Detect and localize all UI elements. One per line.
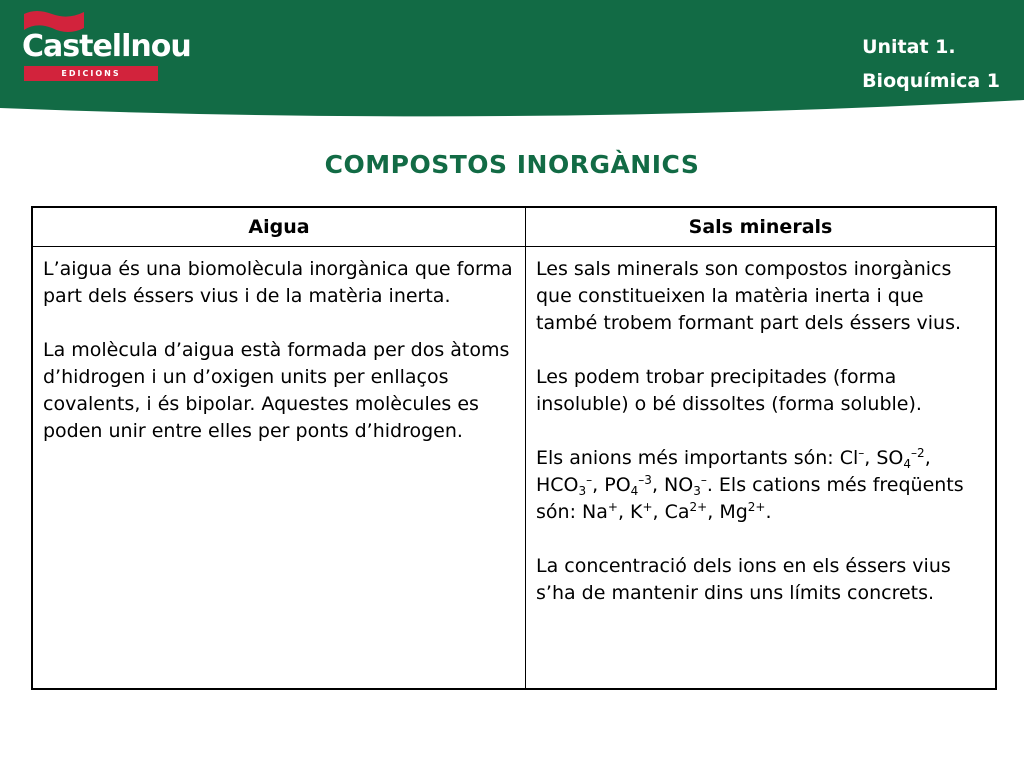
logo-wordmark: Castellnou [22,29,191,64]
ions-text-1: Els anions més importants són: Cl [536,447,859,469]
ions-sup-9: 2+ [747,500,766,514]
ions-sup-6: + [607,500,618,514]
ions-text-9: , Mg [707,501,748,523]
ions-text-6: . Els cations més freqüents són: Na [536,474,964,523]
ions-text-7: , K [617,501,643,523]
aigua-paragraph-2: La molècula d’aigua està formada per dos àtoms d’hidrogen i un d’oxigen units per enllaços covalents, i és bipolar. Aquestes molècules es poden unir entre elles per ponts d’hidrogen. [43,339,510,442]
unit-line-2: Bioquímica 1 [862,70,1000,92]
page-title: COMPOSTOS INORGÀNICS [324,150,700,179]
ions-text-8: , Ca [652,501,690,523]
comparison-table [31,206,997,690]
unit-label [862,30,1000,98]
sals-paragraph-ions [536,445,985,526]
sals-paragraph-1: Les sals minerals son compostos inorgànics que constitueixen la matèria inerta i que també trobem formant part dels éssers vius. [536,258,962,334]
column-header-aigua: Aigua [32,207,526,247]
ions-sup-8: 2+ [689,500,708,514]
ions-sup-4: –3 [638,473,652,487]
table-row [32,247,996,690]
ions-text-2: , SO [864,447,904,469]
column-header-sals-minerals: Sals minerals [526,207,997,247]
sals-paragraph-4: La concentració dels ions en els éssers vius s’ha de mantenir dins uns límits concrets. [536,555,951,604]
cell-sals-minerals [526,247,997,690]
aigua-paragraph-1: L’aigua és una biomolècula inorgànica que forma part dels éssers vius i de la matèria inerta. [43,258,513,307]
unit-line-1: Unitat 1. [862,36,956,58]
ions-text-4: , PO [592,474,631,496]
ions-sub-4: 4 [630,484,639,498]
cell-aigua [32,247,526,690]
sals-paragraph-2: Les podem trobar precipitades (forma insoluble) o bé dissoltes (forma soluble). [536,366,922,415]
header-banner [0,0,1024,118]
logo-tagline: EDICIONS [24,66,158,81]
ions-text-10: . [765,501,772,523]
ions-text-5: , NO [651,474,694,496]
ions-sub-5: 3 [693,484,701,498]
ions-sup-3: – [586,473,593,487]
ions-sub-2: 4 [903,457,912,471]
castellnou-logo [22,8,191,78]
ions-sup-5: – [700,473,707,487]
ions-text-3: , HCO [536,447,931,496]
ions-sup-1: – [858,446,865,460]
ions-sup-7: + [642,500,653,514]
ions-sup-2: –2 [911,446,925,460]
table-header-row [32,207,996,247]
ions-sub-3: 3 [578,484,587,498]
